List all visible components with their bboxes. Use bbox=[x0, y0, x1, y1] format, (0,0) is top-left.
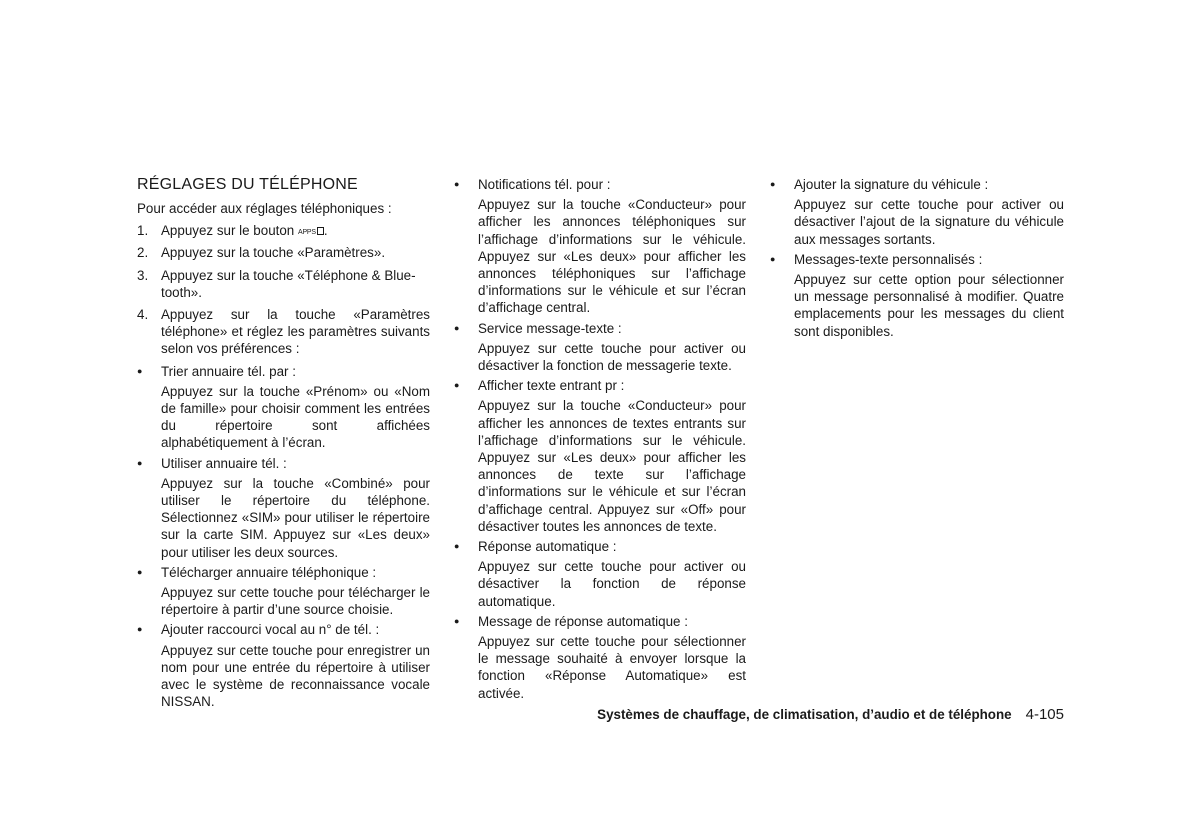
bullet-dot-icon: ● bbox=[454, 615, 460, 626]
bullet-text-message-service bbox=[454, 320, 746, 375]
bullet-body: Appuyez sur cette touche pour télécharger le répertoire à partir d’une source choisie. bbox=[161, 585, 430, 618]
bullet-heading: Notifications tél. pour : bbox=[478, 177, 611, 192]
bullet-download-directory bbox=[137, 564, 430, 619]
bullet-heading: Télécharger annuaire téléphonique : bbox=[161, 564, 377, 580]
bullet-voice-shortcut bbox=[137, 621, 430, 710]
step-number: 3. bbox=[137, 267, 149, 283]
apps-button-icon bbox=[298, 227, 324, 237]
bullet-body: Appuyez sur cette touche pour activer ou désactiver la fonction de réponse automatique. bbox=[478, 559, 746, 609]
step-text: Appuyez sur la touche «Téléphone & Blue- tooth». bbox=[161, 267, 416, 300]
bullet-auto-reply bbox=[454, 538, 746, 610]
bullet-sort-directory bbox=[137, 363, 430, 452]
bullet-incoming-text-display bbox=[454, 377, 746, 535]
bullet-body: Appuyez sur la touche «Combiné» pour utiliser le répertoire du téléphone. Sélectionnez «SIM» pour utiliser le répertoire sur la carte SIM. Appuyez sur «Les deux» pour utiliser les deux sources. bbox=[161, 475, 430, 560]
bullet-heading: Service message-texte : bbox=[478, 320, 622, 336]
bullet-body: Appuyez sur cette touche pour activer ou désactiver la fonction de messagerie texte. bbox=[478, 340, 746, 374]
step-3 bbox=[137, 267, 430, 301]
bullet-heading: Ajouter raccourci vocal au n° de tél. : bbox=[161, 622, 380, 638]
step-number: 1. bbox=[137, 223, 149, 239]
apps-key-box bbox=[317, 227, 324, 235]
bullet-body: Appuyez sur la touche «Conducteur» pour afficher les annonces téléphoniques sur l’affichage d’informations sur le véhicule. Appuyez sur «Les deux» pour afficher les annonces téléphoniques sur l’affichage d’informations sur le véhicule et sur l’écran d’affichage central. bbox=[478, 197, 746, 316]
bullet-dot-icon: ● bbox=[137, 365, 143, 376]
section-title: RÉGLAGES DU TÉLÉPHONE bbox=[137, 176, 358, 193]
step-2 bbox=[137, 244, 430, 261]
bullet-auto-reply-message bbox=[454, 613, 746, 702]
footer-chapter-title: Systèmes de chauffage, de climatisation, d’audio et de téléphone bbox=[597, 707, 1012, 722]
column-1 bbox=[137, 175, 430, 713]
bullet-body: Appuyez sur cette option pour sélectionner un message personnalisé à modifier. Quatre emplacements pour les messages du client sont disponibles. bbox=[794, 272, 1064, 339]
bullet-body: Appuyez sur la touche «Prénom» ou «Nom de famille» pour choisir comment les entrées du répertoire sont affichées alphabétiquement à l’écran. bbox=[161, 383, 430, 451]
bullet-dot-icon: ● bbox=[137, 624, 143, 635]
bullet-custom-messages bbox=[770, 251, 1064, 340]
bullet-body: Appuyez sur cette touche pour activer ou désactiver l’ajout de la signature du véhicule aux messages sortants. bbox=[794, 197, 1064, 247]
bullet-vehicle-signature bbox=[770, 176, 1064, 248]
step-text: Appuyez sur la touche «Paramètres». bbox=[161, 245, 386, 261]
page-footer bbox=[580, 706, 1064, 723]
bullet-dot-icon: ● bbox=[454, 322, 460, 333]
bullet-heading: Ajouter la signature du véhicule : bbox=[794, 177, 989, 192]
column-3 bbox=[770, 176, 1064, 343]
bullet-heading: Message de réponse automatique : bbox=[478, 613, 688, 629]
bullet-dot-icon: ● bbox=[454, 380, 460, 391]
bullet-heading: Messages-texte personnalisés : bbox=[794, 251, 983, 267]
bullet-heading: Trier annuaire tél. par : bbox=[161, 363, 296, 379]
column-2 bbox=[454, 176, 746, 705]
step-number: 4. bbox=[137, 307, 149, 323]
bullet-body: Appuyez sur la touche «Conducteur» pour afficher les annonces de textes entrants sur l’affichage d’informations sur le véhicule. Appuyez sur «Les deux» pour afficher les annonces de texte sur l’affichage d’informations sur le véhicule et sur l’écran d’affichage central. Appuyez sur «Off» pour désactiver toutes les annonces de texte. bbox=[478, 398, 746, 534]
bullet-heading: Utiliser annuaire tél. : bbox=[161, 455, 287, 471]
step-text bbox=[161, 222, 430, 239]
bullet-dot-icon: ● bbox=[454, 541, 460, 552]
step-1 bbox=[137, 222, 430, 239]
bullet-heading: Afficher texte entrant pr : bbox=[478, 378, 625, 394]
bullet-heading: Réponse automatique : bbox=[478, 539, 617, 555]
step-text: Appuyez sur la touche «Paramètres téléphone» et réglez les paramètres suivants selon vos préférences : bbox=[161, 307, 430, 357]
bullet-body: Appuyez sur cette touche pour enregistrer un nom pour une entrée du répertoire à utiliser avec le système de reconnaissance vocale NISSAN. bbox=[161, 642, 430, 710]
bullet-use-directory bbox=[137, 455, 430, 561]
bullet-dot-icon: ● bbox=[454, 179, 460, 189]
bullet-dot-icon: ● bbox=[770, 253, 776, 264]
step-4 bbox=[137, 306, 430, 358]
apps-key-label: APPS bbox=[297, 229, 316, 237]
bullet-dot-icon: ● bbox=[137, 457, 143, 468]
bullet-dot-icon: ● bbox=[770, 179, 776, 189]
step-text-suffix: . bbox=[323, 223, 328, 239]
bullet-dot-icon: ● bbox=[137, 566, 143, 577]
intro-text: Pour accéder aux réglages téléphoniques : bbox=[137, 201, 392, 216]
step-text-main: Appuyez sur le bouton bbox=[161, 223, 298, 239]
bullet-body: Appuyez sur cette touche pour sélectionner le message souhaité à envoyer lorsque la fonction «Réponse Automatique» est activée. bbox=[478, 634, 746, 701]
bullet-phone-notifications bbox=[454, 176, 746, 317]
step-number: 2. bbox=[137, 245, 149, 261]
page-number: 4-105 bbox=[1025, 706, 1064, 723]
